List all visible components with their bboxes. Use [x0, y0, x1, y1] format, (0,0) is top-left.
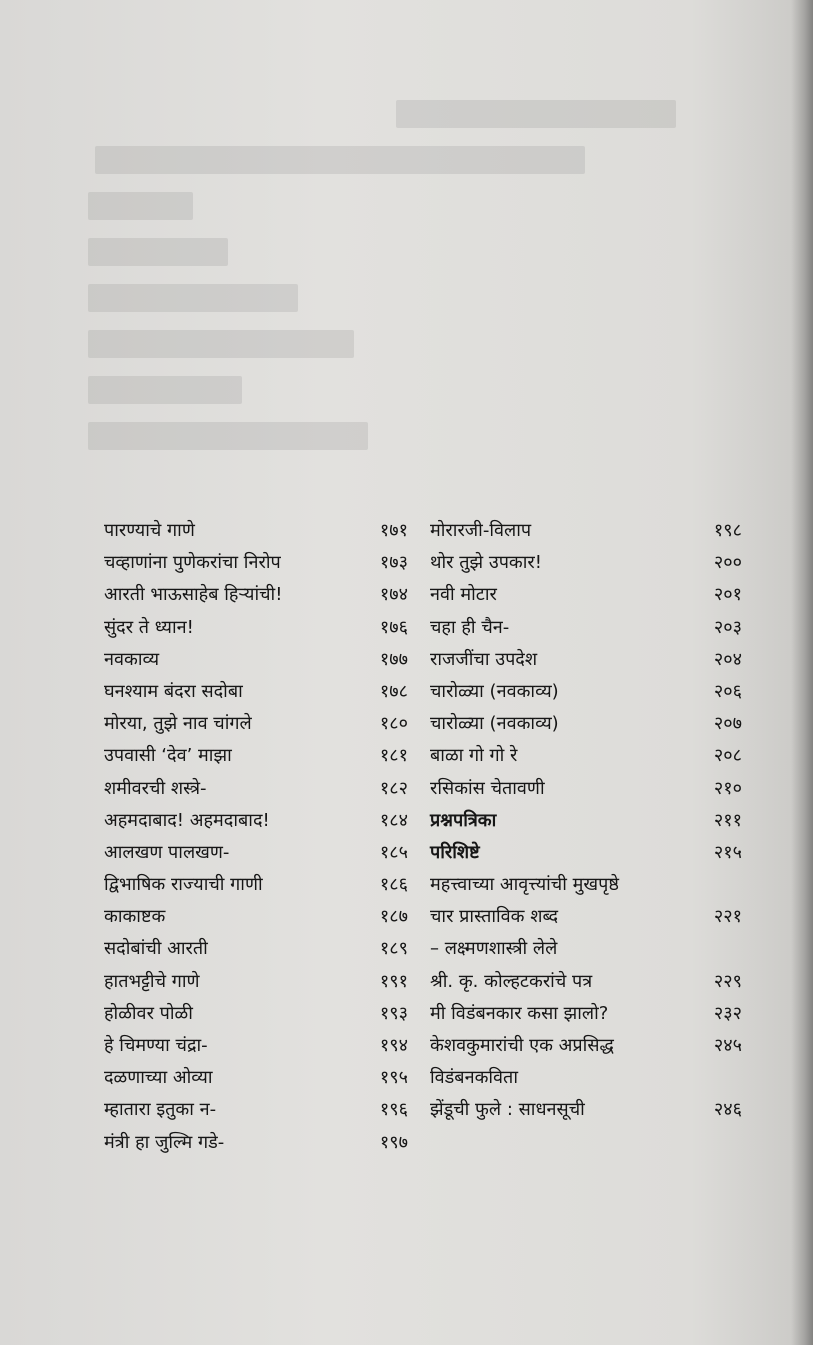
toc-entry-page: २१०: [713, 777, 742, 799]
toc-entry-page: २०१: [713, 584, 742, 606]
toc-entry-title: हातभट्टीचे गाणे: [104, 970, 200, 992]
toc-entry-title: अहमदाबाद! अहमदाबाद!: [104, 809, 270, 831]
toc-entry-page: १७३: [379, 552, 408, 574]
toc-entry-title: नवी मोटार: [430, 584, 497, 606]
toc-section-heading: [430, 837, 742, 869]
toc-entry-page: २११: [713, 809, 742, 831]
toc-entry-page: २०६: [713, 680, 742, 702]
toc-entry-page: २२१: [713, 906, 742, 928]
toc-entry: [104, 708, 408, 740]
toc-entry-page: १८२: [379, 777, 408, 799]
toc-entry-page: २०४: [713, 648, 742, 670]
page-edge-shadow: [791, 0, 813, 1345]
toc-entry: [430, 1062, 742, 1094]
toc-entry-page: १८९: [379, 938, 408, 960]
toc-entry-page: १८०: [379, 713, 408, 735]
toc-entry: [430, 612, 742, 644]
toc-entry-title: हे चिमण्या चंद्रा-: [104, 1035, 208, 1056]
toc-entry-page: १९३: [379, 1002, 408, 1024]
toc-entry-page: १९१: [379, 970, 408, 992]
toc-entry-page: २०७: [713, 713, 742, 735]
toc-entry: [430, 1094, 742, 1126]
toc-entry-title: नवकाव्य: [104, 648, 160, 670]
toc-entry: [430, 933, 742, 965]
toc-entry: [430, 708, 742, 740]
toc-entry: [104, 644, 408, 676]
toc-entry-title: प्रश्नपत्रिका: [430, 809, 497, 831]
toc-right-column: [430, 515, 742, 1127]
toc-entry-page: १९६: [379, 1099, 408, 1121]
toc-entry: [430, 547, 742, 579]
toc-entry: [430, 515, 742, 547]
toc-entry: [430, 579, 742, 611]
toc-entry: [104, 773, 408, 805]
toc-left-column: [104, 515, 408, 1159]
toc-entry-title: आलखण पालखण-: [104, 841, 230, 863]
toc-entry-title: उपवासी ‘देव’ माझा: [104, 745, 232, 767]
toc-entry-page: १७४: [379, 584, 408, 606]
toc-entry-title: काकाष्टक: [104, 906, 166, 928]
toc-entry-page: १९४: [379, 1035, 408, 1056]
toc-entry-title: बाळा गो गो रे: [430, 745, 518, 767]
toc-entry: [104, 1030, 408, 1062]
toc-entry-title: सुंदर ते ध्यान!: [104, 616, 194, 638]
toc-entry-title: विडंबनकविता: [430, 1067, 518, 1089]
toc-entry-title: मंत्री हा जुल्मि गडे-: [104, 1131, 225, 1153]
toc-entry-page: २०८: [713, 745, 742, 767]
toc-entry: [430, 966, 742, 998]
toc-entry-title: मोरया, तुझे नाव चांगले: [104, 713, 252, 735]
toc-entry-title: चारोळ्या (नवकाव्य): [430, 680, 559, 702]
toc-entry-page: २४६: [713, 1099, 742, 1121]
toc-entry: [104, 998, 408, 1030]
toc-entry-title: – लक्ष्मणशास्त्री लेले: [430, 938, 558, 960]
toc-entry: [104, 547, 408, 579]
toc-entry-page: १८६: [379, 874, 408, 896]
toc-entry: [104, 1062, 408, 1094]
toc-entry: [104, 612, 408, 644]
toc-entry: [104, 805, 408, 837]
toc-entry: [430, 998, 742, 1030]
toc-entry-title: चव्हाणांना पुणेकरांचा निरोप: [104, 552, 281, 574]
toc-entry: [104, 837, 408, 869]
toc-entry-page: १८४: [379, 809, 408, 831]
toc-entry: [104, 901, 408, 933]
toc-entry: [430, 740, 742, 772]
toc-entry-title: मोरारजी-विलाप: [430, 520, 532, 541]
toc-entry-page: १७६: [379, 616, 408, 638]
toc-entry-page: २००: [713, 552, 742, 574]
toc-entry-page: १८७: [379, 906, 408, 928]
toc-entry: [104, 676, 408, 708]
toc-entry-title: परिशिष्टे: [430, 841, 480, 863]
toc-entry-page: १७७: [379, 648, 408, 670]
toc-entry-title: म्हातारा इतुका न-: [104, 1099, 217, 1121]
toc-entry: [430, 901, 742, 933]
toc-entry-title: झेंडूची फुले : साधनसूची: [430, 1099, 585, 1121]
toc-entry: [104, 869, 408, 901]
toc-entry-title: आरती भाऊसाहेब हिऱ्यांची!: [104, 584, 283, 606]
toc-entry-title: सदोबांची आरती: [104, 938, 208, 960]
toc-entry-title: श्री. कृ. कोल्हटकरांचे पत्र: [430, 970, 593, 992]
toc-entry: [104, 579, 408, 611]
toc-entry-title: शमीवरची शस्त्रे-: [104, 777, 207, 799]
toc-entry: [104, 515, 408, 547]
toc-entry-page: १९८: [713, 520, 742, 541]
toc-entry-title: होळीवर पोळी: [104, 1002, 193, 1024]
toc-entry-title: दळणाच्या ओव्या: [104, 1067, 213, 1089]
toc-entry: [430, 644, 742, 676]
toc-entry-title: केशवकुमारांची एक अप्रसिद्ध: [430, 1035, 614, 1056]
toc-section-heading: [430, 805, 742, 837]
toc-entry-title: राजजींचा उपदेश: [430, 648, 538, 670]
toc-entry-title: चारोळ्या (नवकाव्य): [430, 713, 559, 735]
toc-entry: [430, 1030, 742, 1062]
toc-entry-title: महत्त्वाच्या आवृत्त्यांची मुखपृष्ठे: [430, 874, 619, 896]
toc-entry: [104, 933, 408, 965]
toc-entry: [104, 1127, 408, 1159]
toc-entry-page: २१५: [713, 841, 742, 863]
toc-entry-page: १८१: [379, 745, 408, 767]
toc-entry-page: २४५: [713, 1035, 742, 1056]
toc-entry-title: थोर तुझे उपकार!: [430, 552, 542, 574]
toc-entry-title: रसिकांस चेतावणी: [430, 777, 545, 799]
toc-entry-page: १७८: [379, 680, 408, 702]
toc-entry-title: पारण्याचे गाणे: [104, 520, 195, 541]
toc-entry-title: मी विडंबनकार कसा झालो?: [430, 1002, 609, 1024]
toc-entry-page: १७१: [379, 520, 408, 541]
toc-entry-page: २०३: [713, 616, 742, 638]
toc-entry: [430, 869, 742, 901]
toc-entry: [104, 966, 408, 998]
toc-entry-title: चार प्रास्ताविक शब्द: [430, 906, 559, 928]
toc-entry-page: २२९: [713, 970, 742, 992]
toc-entry: [430, 773, 742, 805]
toc-entry-page: १९५: [379, 1067, 408, 1089]
toc-entry: [430, 676, 742, 708]
toc-entry-title: चहा ही चैन-: [430, 616, 510, 638]
toc-entry: [104, 1094, 408, 1126]
toc-entry-title: घनश्याम बंदरा सदोबा: [104, 680, 243, 702]
toc-entry-page: १८५: [379, 841, 408, 863]
toc-entry-title: द्विभाषिक राज्याची गाणी: [104, 874, 263, 896]
toc-entry: [104, 740, 408, 772]
toc-entry-page: २३२: [713, 1002, 742, 1024]
toc-entry-page: १९७: [379, 1131, 408, 1153]
